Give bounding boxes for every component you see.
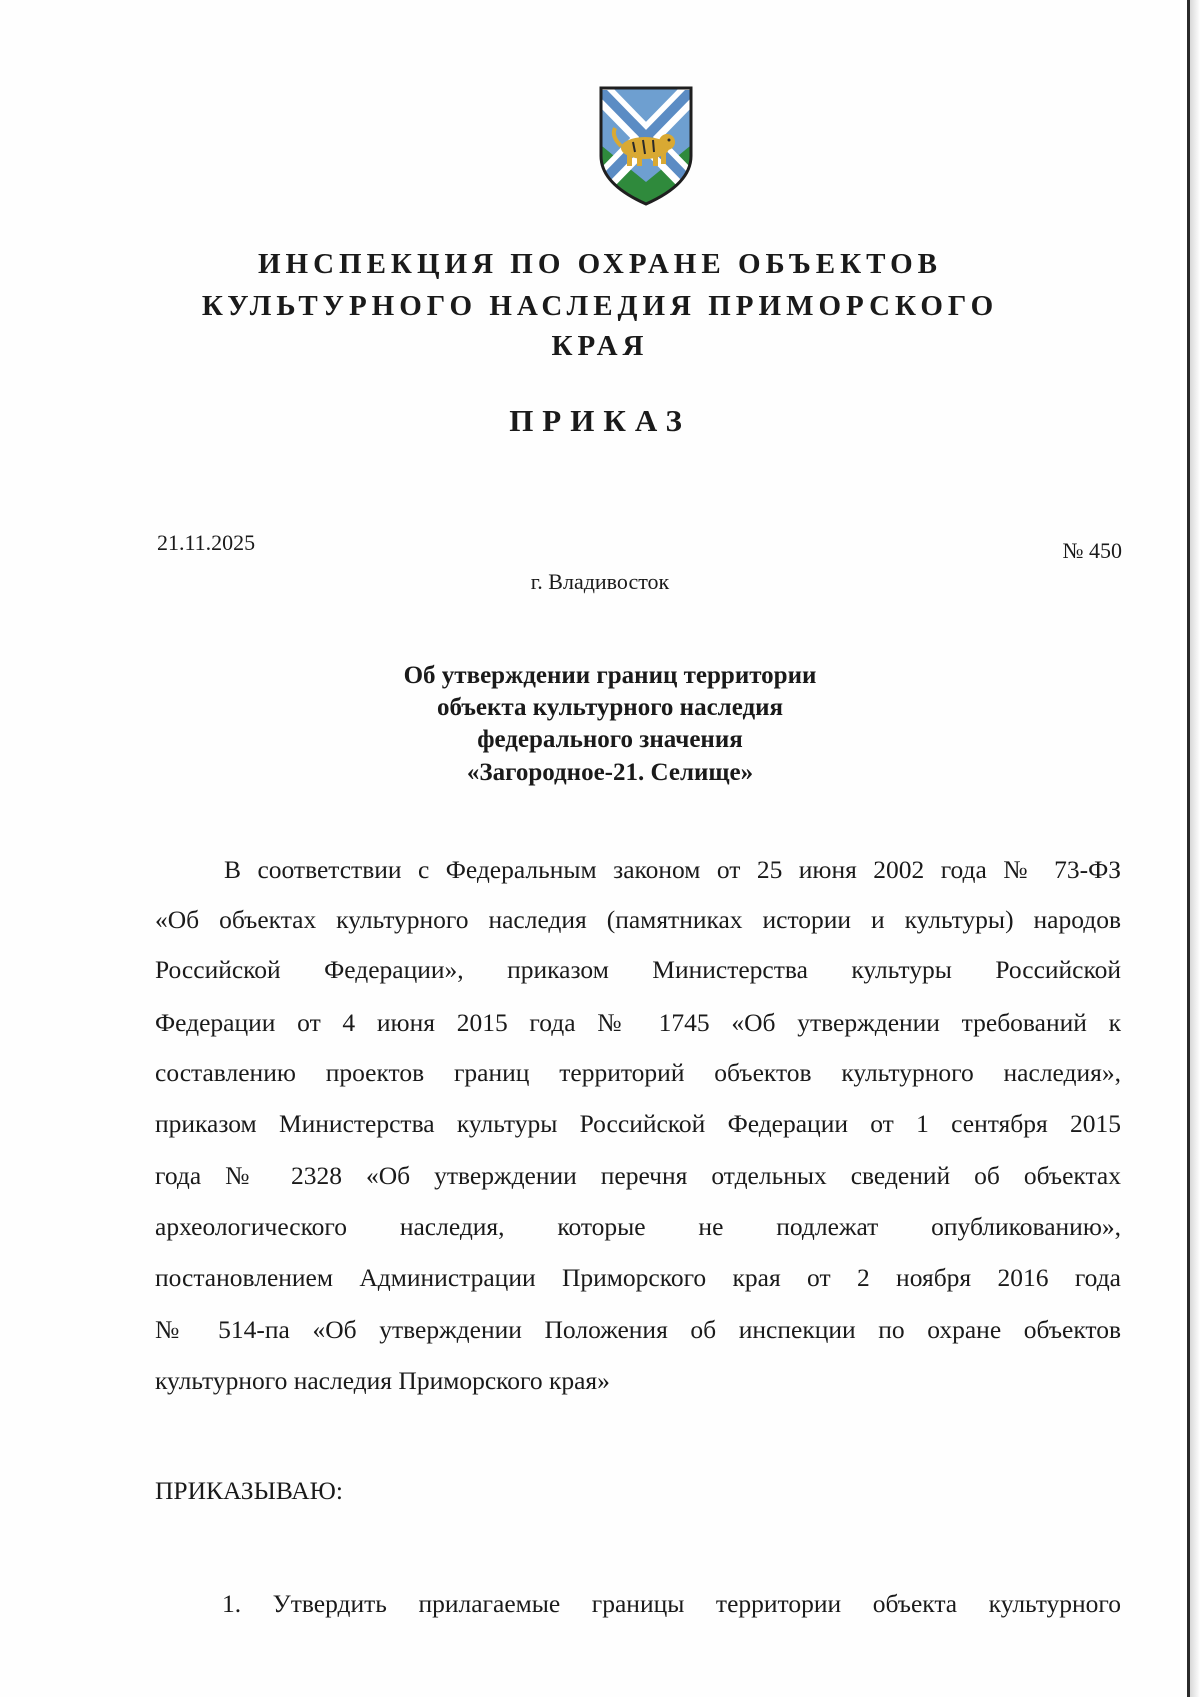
subject-line: объекта культурного наследия [436,694,784,721]
organization-name-line1: ИНСПЕКЦИЯ ПО ОХРАНЕ ОБЪЕКТОВ [257,248,943,280]
document-date: 21.11.2025 [157,530,256,555]
primorsky-krai-coat-of-arms-icon [597,86,695,206]
preamble-line: года № 2328 «Об утверждении перечня отдельных сведений об объектах [155,1161,1121,1190]
order-item-1: 1. Утвердить прилагаемые границы территории объекта культурного [222,1589,1121,1618]
page-edge-shadow [1190,0,1200,1697]
preamble-line: «Об объектах культурного наследия (памятниках истории и культуры) народов [155,905,1121,934]
preamble-line: Российской Федерации», приказом Министерства культуры Российской [155,955,1121,984]
preamble-line: составлению проектов границ территорий объектов культурного наследия», [155,1058,1121,1087]
preamble-line: археологического наследия, которые не подлежат опубликованию», [155,1212,1121,1241]
document-city: г. Владивосток [530,569,670,594]
preamble-line: приказом Министерства культуры Российской Федерации от 1 сентября 2015 [155,1109,1121,1138]
preamble-line: постановлением Администрации Приморского края от 2 ноября 2016 года [155,1263,1121,1292]
preamble-line: культурного наследия Приморского края» [155,1366,610,1395]
subject-line: федерального значения [477,726,743,753]
document-type-title: ПРИКАЗ [509,403,691,438]
preamble-line: № 514-па «Об утверждении Положения об инспекции по охране объектов [155,1315,1121,1344]
preamble-line: В соответствии с Федеральным законом от 25 июня 2002 года № 73-ФЗ [224,855,1121,884]
organization-name-line2: КУЛЬТУРНОГО НАСЛЕДИЯ ПРИМОРСКОГО КРАЯ [201,290,999,362]
document-number: № 450 [1062,538,1122,563]
preamble-line: Федерации от 4 июня 2015 года № 1745 «Об утверждении требований к [155,1008,1121,1037]
subject-line: Об утверждении границ территории [403,662,817,689]
page-edge [1187,0,1190,1697]
subject-line: «Загородное-21. Селище» [466,759,754,786]
order-directive: ПРИКАЗЫВАЮ: [155,1476,343,1505]
